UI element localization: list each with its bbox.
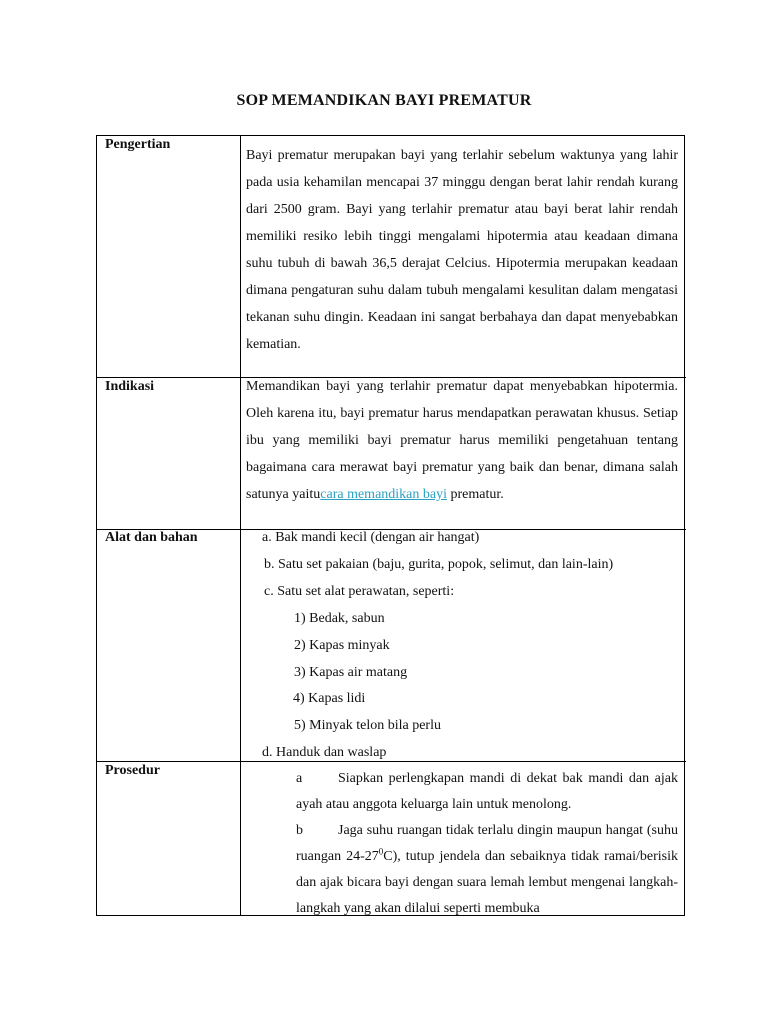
page-title: SOP MEMANDIKAN BAYI PREMATUR [236, 92, 532, 109]
step-key: a [296, 771, 303, 786]
prosedur-step-b [296, 818, 678, 922]
step-text-after: C), tutup jendela dan sebaiknya tidak ramai/berisik dan ajak bicara bayi dengan suara lemah lembut mengenai langkah-langkah yang akan dilalui seperti membuka [296, 849, 678, 916]
row-label-indikasi: Indikasi [105, 379, 155, 394]
row-divider-alat [97, 761, 686, 762]
row-label-alat: Alat dan bahan [105, 530, 198, 545]
row-label-prosedur: Prosedur [105, 763, 160, 778]
list-item: b. Satu set pakaian (baju, gurita, popok, selimut, dan lain-lain) [264, 557, 614, 572]
step-text: Siapkan perlengkapan mandi di dekat bak mandi dan ajak ayah atau anggota keluarga lain untuk menolong. [296, 771, 678, 812]
prosedur-step-a [296, 766, 678, 818]
step-text-before: Jaga suhu ruangan tidak terlalu dingin maupun hangat (suhu ruangan 24-27 [296, 823, 678, 864]
degree-superscript: 0 [378, 846, 384, 857]
list-item: 5) Minyak telon bila perlu [294, 718, 441, 733]
indikasi-text-after: prematur. [446, 487, 504, 502]
column-divider [240, 136, 241, 915]
step-key: b [296, 823, 303, 838]
cara-memandikan-bayi-link[interactable]: cara memandikan bayi [320, 487, 447, 502]
pengertian-text: Bayi prematur merupakan bayi yang terlahir sebelum waktunya yang lahir pada usia kehamilan mencapai 37 minggu dengan berat lahir rendah kurang dari 2500 gram. Bayi yang terlahir prematur atau bayi berat lahir rendah memiliki resiko lebih tinggi mengalami hipotermia atau keadaan dimana suhu tubuh di bawah 36,5 derajat Celcius. Hipotermia merupakan keadaan dimana pengaturan suhu dalam tubuh mengalami kesulitan dalam mengatasi tekanan suhu dingin. Keadaan ini sangat berbahaya dan dapat menyebabkan kematian. [246, 148, 678, 352]
list-item: a. Bak mandi kecil (dengan air hangat) [262, 530, 480, 545]
sop-table [96, 135, 685, 916]
list-item: 2) Kapas minyak [294, 638, 390, 653]
indikasi-text-before: Memandikan bayi yang terlahir prematur dapat menyebabkan hipotermia. Oleh karena itu, bayi prematur harus mendapatkan perawatan khusus. Setiap ibu yang memiliki bayi prematur harus memiliki pengetahuan tentang bagaimana cara merawat bayi prematur yang baik dan benar, dimana salah satunya yaitu [246, 379, 678, 502]
list-item: 3) Kapas air matang [294, 665, 408, 680]
list-item: d. Handuk dan waslap [262, 745, 387, 760]
indikasi-text [246, 373, 678, 508]
list-item: 1) Bedak, sabun [294, 611, 385, 626]
row-label-pengertian: Pengertian [105, 137, 171, 152]
list-item: c. Satu set alat perawatan, seperti: [264, 584, 455, 599]
list-item: 4) Kapas lidi [293, 691, 366, 706]
